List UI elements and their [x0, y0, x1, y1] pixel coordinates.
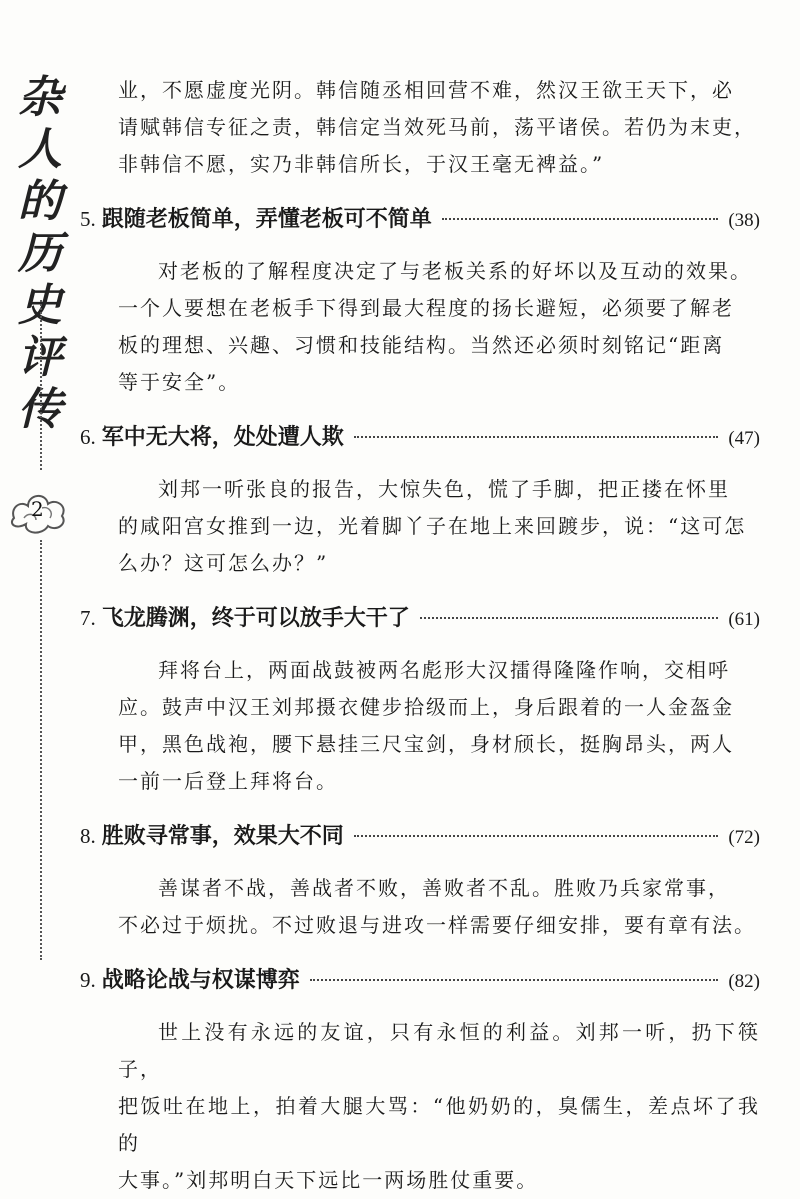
entry-title: 军中无大将，处处遭人欺: [101, 425, 344, 450]
excerpt-line: 请赋韩信专征之责，韩信定当效死马前，荡平诸侯。若仍为末吏，: [118, 115, 756, 139]
entry-number: 6.: [80, 425, 96, 449]
entry-excerpt: [80, 652, 760, 800]
excerpt-line: 等于安全”。: [118, 370, 241, 394]
toc-heading[interactable]: [80, 197, 760, 241]
entry-page: (38): [728, 210, 760, 231]
excerpt-line: 世上没有永远的友谊，只有永恒的利益。刘邦一听，扔下筷子，: [118, 1020, 760, 1081]
entry-page: (47): [728, 428, 760, 449]
excerpt-line: 刘邦一听张良的报告，大惊失色，慌了手脚，把正搂在怀里: [158, 477, 730, 501]
margin-dotted-line: [40, 540, 42, 960]
entry-title: 战略论战与权谋博弈: [101, 968, 300, 993]
excerpt-line: 善谋者不战，善战者不败，善败者不乱。胜败乃兵家常事，: [158, 876, 730, 900]
dot-leader: [310, 979, 719, 981]
excerpt-line: 不必过于烦扰。不过败退与进攻一样需要仔细安排，要有章有法。: [118, 913, 756, 937]
entry-page: (82): [728, 971, 760, 992]
entry-title: 飞龙腾渊，终于可以放手大干了: [101, 606, 410, 631]
dot-leader: [442, 218, 719, 220]
entry-title: 胜败寻常事，效果大不同: [101, 824, 344, 849]
title-char: 传: [18, 384, 62, 435]
excerpt-line: 板的理想、兴趣、习惯和技能结构。当然还必须时刻铭记“距离: [118, 333, 725, 357]
toc-heading[interactable]: [80, 958, 760, 1002]
toc-content: [80, 72, 760, 1199]
title-char: 史: [18, 280, 62, 331]
entry-excerpt: [80, 253, 760, 401]
excerpt-line: 大事。”刘邦明白天下远比一两场胜仗重要。: [118, 1168, 539, 1192]
toc-entry: [80, 814, 760, 944]
excerpt-line: 一个人要想在老板手下得到最大程度的扬长避短，必须要了解老: [118, 296, 734, 320]
excerpt-line: 拜将台上，两面战鼓被两名彪形大汉擂得隆隆作响，交相呼: [158, 658, 730, 682]
entry-number: 9.: [80, 968, 96, 992]
entry-number: 5.: [80, 207, 96, 231]
dot-leader: [420, 617, 719, 619]
excerpt-line: 把饭吐在地上，拍着大腿大骂：“他奶奶的，臭儒生，差点坏了我的: [118, 1094, 760, 1155]
toc-entry: [80, 415, 760, 582]
excerpt-line: 一前一后登上拜将台。: [118, 769, 338, 793]
title-char: 人: [18, 124, 62, 175]
entry-page: (72): [728, 827, 760, 848]
margin-dotted-line: [40, 300, 42, 470]
toc-entry: [80, 958, 760, 1199]
toc-heading[interactable]: [80, 814, 760, 858]
entry-excerpt: [80, 1014, 760, 1199]
entry-page: (61): [728, 609, 760, 630]
toc-entry: [80, 596, 760, 800]
entry-number: 7.: [80, 606, 96, 630]
toc-heading[interactable]: [80, 415, 760, 459]
title-char: 的: [18, 176, 62, 227]
opening-excerpt: [80, 72, 760, 183]
excerpt-line: 非韩信不愿，实乃非韩信所长，于汉王毫无裨益。”: [118, 152, 605, 176]
excerpt-line: 的咸阳宫女推到一边，光着脚丫子在地上来回踱步，说：“这可怎: [118, 514, 747, 538]
excerpt-line: 应。鼓声中汉王刘邦摄衣健步拾级而上，身后跟着的一人金盔金: [118, 695, 734, 719]
toc-heading[interactable]: [80, 596, 760, 640]
entry-excerpt: [80, 870, 760, 944]
excerpt-line: 对老板的了解程度决定了与老板关系的好坏以及互动的效果。: [158, 259, 752, 283]
excerpt-line: 么办？这可怎么办？”: [118, 551, 329, 575]
title-char: 杂: [18, 72, 62, 123]
entry-number: 8.: [80, 824, 96, 848]
title-char: 评: [18, 332, 62, 383]
dot-leader: [354, 835, 719, 837]
toc-entry: [80, 197, 760, 401]
entry-excerpt: [80, 471, 760, 582]
entry-title: 跟随老板简单，弄懂老板可不简单: [101, 207, 432, 232]
excerpt-line: 业，不愿虚度光阴。韩信随丞相回营不难，然汉王欲王天下，必: [118, 78, 734, 102]
dot-leader: [354, 436, 719, 438]
page-number: 2: [31, 497, 44, 521]
title-char: 历: [18, 228, 62, 279]
excerpt-line: 甲，黑色战袍，腰下悬挂三尺宝剑，身材颀长，挺胸昂头，两人: [118, 732, 734, 756]
